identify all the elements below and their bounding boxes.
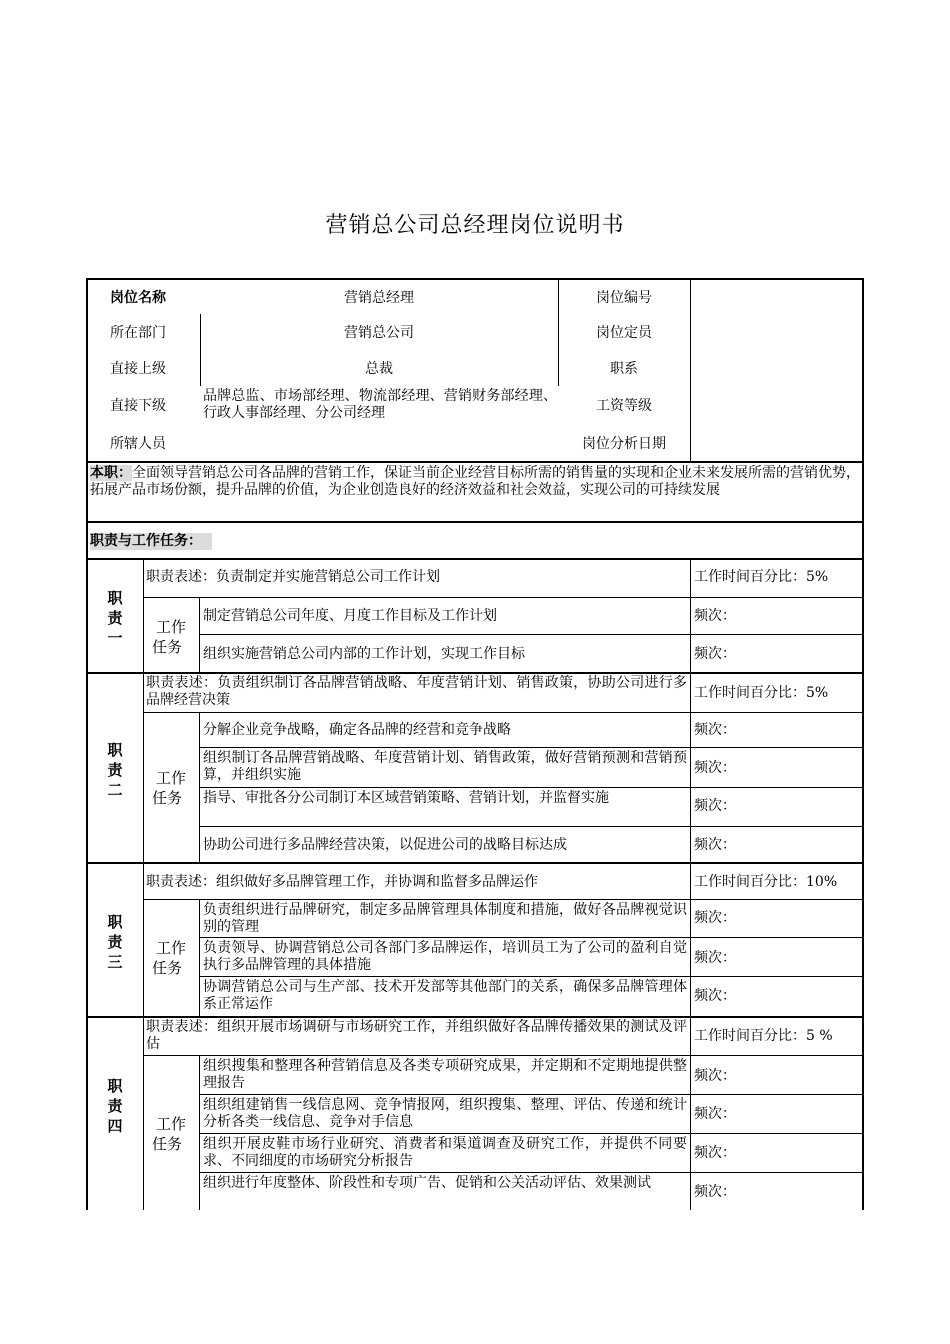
duty-4-task-4-freq: 频次： xyxy=(694,1184,736,1200)
row-rule xyxy=(199,1133,863,1134)
duty-1-task-1-freq: 频次： xyxy=(694,608,736,624)
duty-2-task-3: 指导、审批各分公司制订本区域营销策略、营销计划，并监督实施 xyxy=(203,790,609,806)
position-name-label: 岗位名称 xyxy=(110,290,166,306)
duty-3-task-1-freq: 频次： xyxy=(694,910,736,926)
duty-4-task-3-freq: 频次： xyxy=(694,1145,736,1161)
superior-label: 直接上级 xyxy=(110,361,166,377)
duty-separator xyxy=(86,1016,864,1018)
row-rule xyxy=(199,826,863,827)
row-rule xyxy=(199,1172,863,1173)
section-header: 职责与工作任务： xyxy=(90,533,212,550)
duties-frame-right xyxy=(862,558,864,1210)
row-rule xyxy=(199,937,863,938)
dept-value: 营销总公司 xyxy=(344,325,414,341)
duty-2-task-1: 分解企业竞争战略，确定各品牌的经营和竞争战略 xyxy=(203,722,511,738)
row-rule xyxy=(199,787,863,788)
duty-3-task-3: 协调营销总公司与生产部、技术开发部等其他部门的关系，确保多品牌管理体系正常运作 xyxy=(203,979,687,1012)
duty-4-task-2: 组织组建销售一线信息网、竞争情报网，组织搜集、整理、评估、传递和统计分析各类一线信息、竞争对手信息 xyxy=(203,1097,687,1130)
duty-2-task-3-freq: 频次： xyxy=(694,798,736,814)
analysis-date-label: 岗位分析日期 xyxy=(582,436,666,452)
duty-2-task-label: 工作任务 xyxy=(152,769,186,807)
dept-label: 所在部门 xyxy=(110,325,166,341)
position-name-value: 营销总经理 xyxy=(344,290,414,306)
duty-summary xyxy=(90,465,860,499)
duty-4-task-label: 工作任务 xyxy=(152,1115,186,1153)
row-rule xyxy=(199,976,863,977)
col-divider xyxy=(199,899,200,1016)
duty-2-label: 职责二 xyxy=(107,741,123,799)
duty-2-task-4: 协助公司进行多品牌经营决策，以促进公司的战略目标达成 xyxy=(203,837,567,853)
duty-2-task-2: 组织制订各品牌营销战略、年度营销计划、销售政策，做好营销预测和营销预算，并组织实施 xyxy=(203,750,687,783)
duty-1-task-2-freq: 频次： xyxy=(694,646,736,662)
staff-label: 所辖人员 xyxy=(110,436,166,452)
duty-2-task-2-freq: 频次： xyxy=(694,760,736,776)
duty-3-label: 职责三 xyxy=(107,913,123,971)
col-divider xyxy=(690,558,691,1210)
duty-separator xyxy=(86,862,864,864)
duty-4-task-2-freq: 频次： xyxy=(694,1106,736,1122)
duty-1-task-label: 工作任务 xyxy=(152,618,186,656)
document-title: 营销总公司总经理岗位说明书 xyxy=(325,213,625,238)
duty-2-time-pct: 工作时间百分比：5% xyxy=(694,685,829,701)
duty-3-task-1: 负责组织进行品牌研究，制定多品牌管理具体制度和措施，做好各品牌视觉识别的管理 xyxy=(203,902,687,935)
duty-summary-label: 本职： xyxy=(90,465,132,481)
duty-1-time-pct: 工作时间百分比：5% xyxy=(694,569,829,585)
duty-3-time-pct: 工作时间百分比：10% xyxy=(694,874,838,890)
duty-4-time-pct: 工作时间百分比：5 % xyxy=(694,1028,833,1044)
position-no-label: 岗位编号 xyxy=(596,290,652,306)
row-rule xyxy=(199,747,863,748)
duty-4-task-3: 组织开展皮鞋市场行业研究、消费者和渠道调查及研究工作，并提供不同要求、不同细度的市场研究分析报告 xyxy=(203,1136,687,1169)
divider xyxy=(690,280,691,462)
col-divider xyxy=(143,558,144,1210)
duties-frame-left xyxy=(86,558,88,1210)
row-rule xyxy=(143,899,863,900)
duty-1-statement: 职责表述：负责制定并实施营销总公司工作计划 xyxy=(146,569,440,585)
duty-2-task-1-freq: 频次： xyxy=(694,722,736,738)
row-rule xyxy=(199,634,863,635)
duty-4-label: 职责四 xyxy=(107,1077,123,1135)
duty-4-task-4: 组织进行年度整体、阶段性和专项广告、促销和公关活动评估、效果测试 xyxy=(203,1175,651,1191)
duty-separator xyxy=(86,672,864,674)
grade-label: 职系 xyxy=(610,361,638,377)
duty-4-task-1: 组织搜集和整理各种营销信息及各类专项研究成果，并定期和不定期地提供整理报告 xyxy=(203,1058,687,1091)
duty-1-task-2: 组织实施营销总公司内部的工作计划，实现工作目标 xyxy=(203,646,525,662)
duty-2-statement: 职责表述：负责组织制订各品牌营销战略、年度营销计划、销售政策，协助公司进行多品牌经营决策 xyxy=(146,675,687,708)
duty-3-task-3-freq: 频次： xyxy=(694,988,736,1004)
row-rule xyxy=(143,1055,863,1056)
pay-grade-label: 工资等级 xyxy=(596,398,652,414)
duty-2-task-4-freq: 频次： xyxy=(694,837,736,853)
duty-4-statement: 职责表述：组织开展市场调研与市场研究工作，并组织做好各品牌传播效果的测试及评估 xyxy=(146,1019,687,1052)
row-rule xyxy=(143,712,863,713)
row-rule xyxy=(143,597,863,598)
duty-4-task-1-freq: 频次： xyxy=(694,1068,736,1084)
duty-3-statement: 职责表述：组织做好多品牌管理工作，并协调和监督多品牌运作 xyxy=(146,874,538,890)
superior-value: 总裁 xyxy=(365,361,393,377)
duty-1-task-1: 制定营销总公司年度、月度工作目标及工作计划 xyxy=(203,608,497,624)
headcount-label: 岗位定员 xyxy=(596,325,652,341)
row-rule xyxy=(199,1094,863,1095)
subordinates-value: 品牌总监、市场部经理、物流部经理、营销财务部经理、行政人事部经理、分公司经理 xyxy=(203,388,557,421)
duty-3-task-2-freq: 频次： xyxy=(694,950,736,966)
duties-top-rule xyxy=(86,558,864,560)
subordinates-label: 直接下级 xyxy=(110,398,166,414)
duty-3-task-label: 工作任务 xyxy=(152,939,186,977)
duty-3-task-2: 负责领导、协调营销总公司各部门多品牌运作，培训员工为了公司的盈利自觉执行多品牌管理的具体措施 xyxy=(203,940,687,973)
duty-1-label: 职责一 xyxy=(107,589,123,647)
duty-summary-text: 全面领导营销总公司各品牌的营销工作，保证当前企业经营目标所需的销售量的实现和企业未来发展所需的营销优势，拓展产品市场份额，提升品牌的价值，为企业创造良好的经济效益和社会效益，实现公司的可持续发展 xyxy=(90,465,860,498)
